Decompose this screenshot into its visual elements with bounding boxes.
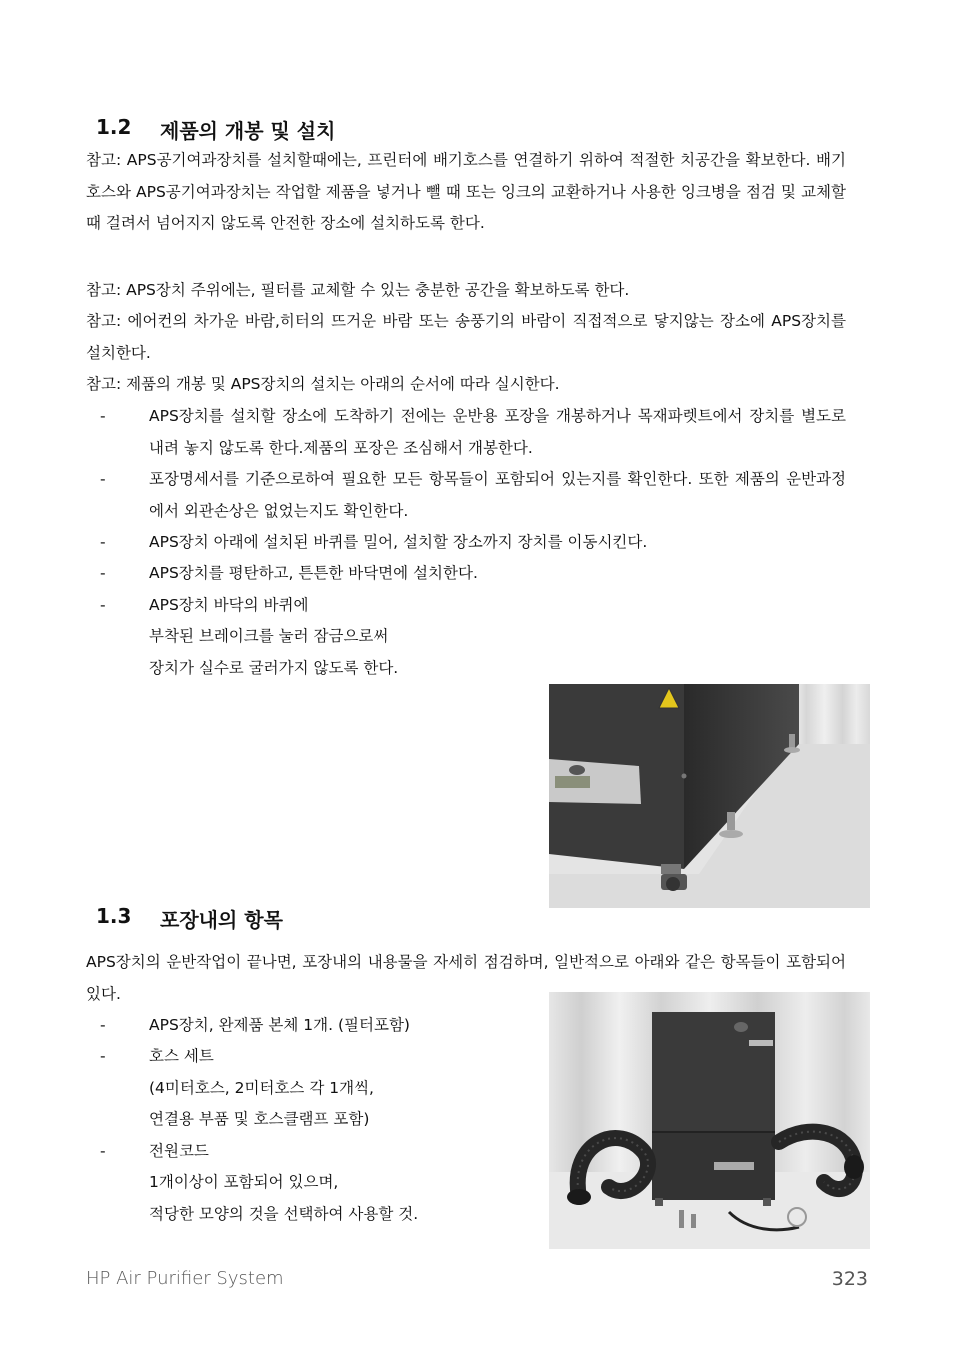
- intro-paragraph: APS장치의 운반작업이 끝나면, 포장내의 내용물을 자세히 점검하며, 일반적으로 아래와 같은 항목들이 포함되어 있다.: [86, 953, 846, 1003]
- bullet-dash: -: [100, 1047, 106, 1065]
- page-number: 323: [831, 1268, 868, 1290]
- list-item-line: 연결용 부품 및 호스클램프 포함): [149, 1110, 370, 1128]
- section-title: 포장내의 항목: [160, 908, 283, 932]
- section-number: 1.2: [96, 115, 132, 139]
- footer-title: HP Air Purifier System: [86, 1268, 284, 1289]
- list-item-line: (4미터호스, 2미터호스 각 1개씩,: [149, 1079, 374, 1097]
- list-item: APS장치, 완제품 본체 1개. (필터포함): [149, 1016, 410, 1034]
- note-paragraph: 참고: 에어컨의 차가운 바람,히터의 뜨거운 바람 또는 송풍기의 바람이 직접적으로 닿지않는 장소에 APS장치를 설치한다.: [86, 312, 846, 362]
- bullet-dash: -: [100, 470, 106, 488]
- bullet-dash: -: [100, 533, 106, 551]
- list-item: 포장명세서를 기준으로하여 필요한 모든 항목들이 포함되어 있는지를 확인한다. 또한 제품의 운반과정에서 외관손상은 없었는지도 확인한다.: [149, 470, 846, 520]
- list-item: APS장치를 평탄하고, 튼튼한 바닥면에 설치한다.: [149, 564, 478, 582]
- section-heading-1-3: [96, 904, 496, 932]
- package-contents-photo: [549, 992, 870, 1249]
- note-paragraph: 참고: APS공기여과장치를 설치할때에는, 프린터에 배기호스를 연결하기 위하여 적절한 치공간을 확보한다. 배기호스와 APS공기여과장치는 작업할 제품을 넣거나 뺄 때 또는 잉크의 교환하거나 사용한 잉크병을 점검 및 교체할 때 걸려서 넘어지지 않도록 안전한 장소에 설치하도록 한다.: [86, 151, 846, 232]
- list-item-line: 전원코드: [149, 1142, 209, 1160]
- list-item-line: 장치가 실수로 굴러가지 않도록 한다.: [149, 659, 399, 677]
- bullet-dash: -: [100, 1142, 106, 1160]
- note-paragraph: 참고: 제품의 개봉 및 APS장치의 설치는 아래의 순서에 따라 실시한다.: [86, 375, 560, 393]
- bullet-dash: -: [100, 596, 106, 614]
- note-paragraph: 참고: APS장치 주위에는, 필터를 교체할 수 있는 충분한 공간을 확보하도록 한다.: [86, 281, 630, 299]
- list-item-line: 적당한 모양의 것을 선택하여 사용할 것.: [149, 1205, 419, 1223]
- section-number: 1.3: [96, 904, 132, 928]
- bullet-dash: -: [100, 564, 106, 582]
- bullet-dash: -: [100, 1016, 106, 1034]
- section-heading-1-2: [96, 115, 496, 143]
- list-item-line: 부착된 브레이크를 눌러 잠금으로써: [149, 627, 389, 645]
- list-item-line: APS장치 바닥의 바퀴에: [149, 596, 309, 614]
- list-item-line: 1개이상이 포함되어 있으며,: [149, 1173, 339, 1191]
- list-item: APS장치 아래에 설치된 바퀴를 밀어, 설치할 장소까지 장치를 이동시킨다.: [149, 533, 648, 551]
- list-item-line: 호스 세트: [149, 1047, 214, 1065]
- section-title: 제품의 개봉 및 설치: [160, 119, 336, 143]
- bullet-dash: -: [100, 407, 106, 425]
- unit-base-photo: [549, 684, 870, 908]
- list-item: APS장치를 설치할 장소에 도착하기 전에는 운반용 포장을 개봉하거나 목재파렛트에서 장치를 별도로 내려 놓지 않도록 한다.제품의 포장은 조심해서 개봉한다.: [149, 407, 846, 457]
